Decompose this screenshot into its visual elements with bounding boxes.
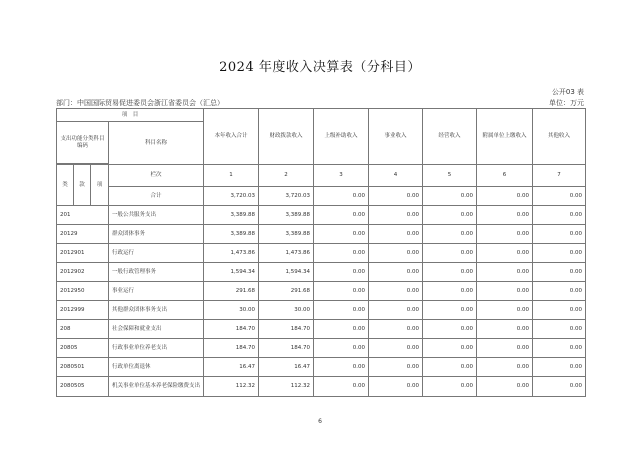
row-value: 0.00 [314, 377, 369, 397]
row-value: 0.00 [533, 377, 586, 397]
row-value: 0.00 [369, 263, 423, 282]
table-row [57, 301, 586, 320]
row-code: 2012901 [57, 244, 109, 263]
total-value: 0.00 [369, 187, 423, 206]
col-header: 财政拨款收入 [259, 109, 314, 165]
col-header: 本年收入合计 [204, 109, 259, 165]
row-value: 1,594.34 [204, 263, 259, 282]
row-name: 其他群众团体事务支出 [109, 301, 204, 320]
row-name: 行政单位离退休 [109, 358, 204, 377]
header-row-1 [57, 109, 586, 122]
row-value: 0.00 [314, 358, 369, 377]
row-value: 3,389.88 [204, 206, 259, 225]
item-header: 项 目 [57, 109, 204, 122]
col-number: 6 [477, 165, 533, 187]
row-name: 群众团体事务 [109, 225, 204, 244]
row-code: 201 [57, 206, 109, 225]
row-value: 184.70 [259, 320, 314, 339]
page-number: 6 [318, 418, 322, 425]
row-value: 0.00 [533, 263, 586, 282]
row-value: 0.00 [314, 282, 369, 301]
row-value: 0.00 [314, 206, 369, 225]
row-value: 0.00 [477, 206, 533, 225]
row-value: 0.00 [314, 301, 369, 320]
func-code-header: 支出功能分类科目编码 [57, 122, 109, 164]
row-name: 一般公共服务支出 [109, 206, 204, 225]
total-value: 0.00 [314, 187, 369, 206]
row-value: 0.00 [423, 358, 477, 377]
col-header: 事业收入 [369, 109, 423, 165]
row-value: 0.00 [477, 320, 533, 339]
col-number: 5 [423, 165, 477, 187]
row-name: 事业运行 [109, 282, 204, 301]
row-value: 0.00 [533, 282, 586, 301]
total-label: 合计 [109, 187, 204, 206]
unit-label: 单位：万元 [549, 99, 584, 107]
row-value: 0.00 [369, 377, 423, 397]
table-row [57, 263, 586, 282]
row-value: 0.00 [314, 225, 369, 244]
row-value: 0.00 [477, 301, 533, 320]
row-value: 0.00 [477, 225, 533, 244]
row-value: 0.00 [423, 206, 477, 225]
row-value: 16.47 [259, 358, 314, 377]
row-code: 2012902 [57, 263, 109, 282]
table-row [57, 358, 586, 377]
row-value: 0.00 [533, 320, 586, 339]
row-value: 0.00 [477, 263, 533, 282]
row-value: 0.00 [314, 320, 369, 339]
row-value: 0.00 [423, 244, 477, 263]
row-value: 0.00 [369, 225, 423, 244]
row-value: 0.00 [369, 282, 423, 301]
row-code: 2012999 [57, 301, 109, 320]
subject-name-header: 科目名称 [109, 122, 204, 165]
col-header: 经营收入 [423, 109, 477, 165]
row-value: 184.70 [204, 339, 259, 358]
row-value: 3,389.88 [259, 225, 314, 244]
total-value: 0.00 [477, 187, 533, 206]
row-value: 0.00 [314, 263, 369, 282]
row-value: 0.00 [533, 244, 586, 263]
col-header: 附属单位上缴收入 [477, 109, 533, 165]
revenue-table [56, 108, 586, 397]
row-value: 0.00 [533, 206, 586, 225]
row-value: 291.68 [259, 282, 314, 301]
row-name: 一般行政管理事务 [109, 263, 204, 282]
lanci-label: 栏次 [109, 165, 204, 187]
row-value: 0.00 [533, 301, 586, 320]
row-code: 208 [57, 320, 109, 339]
row-value: 112.32 [204, 377, 259, 397]
row-value: 112.32 [259, 377, 314, 397]
row-value: 16.47 [204, 358, 259, 377]
row-value: 1,473.86 [204, 244, 259, 263]
row-value: 0.00 [314, 244, 369, 263]
row-value: 30.00 [259, 301, 314, 320]
row-code: 20129 [57, 225, 109, 244]
kuan-header: 款 [74, 165, 91, 206]
row-value: 0.00 [369, 301, 423, 320]
total-row [57, 187, 586, 206]
row-code: 2080501 [57, 358, 109, 377]
page-title: 2024 年度收入决算表（分科目） [219, 60, 421, 75]
lei-header: 类 [57, 165, 74, 206]
col-number: 1 [204, 165, 259, 187]
total-value: 0.00 [423, 187, 477, 206]
row-name: 行政运行 [109, 244, 204, 263]
row-value: 0.00 [369, 244, 423, 263]
total-value: 3,720.03 [204, 187, 259, 206]
table-row [57, 339, 586, 358]
row-value: 184.70 [259, 339, 314, 358]
row-value: 0.00 [369, 206, 423, 225]
col-header: 其他收入 [533, 109, 586, 165]
row-value: 291.68 [204, 282, 259, 301]
row-value: 0.00 [477, 358, 533, 377]
table-row [57, 206, 586, 225]
total-value: 0.00 [533, 187, 586, 206]
row-value: 0.00 [423, 301, 477, 320]
row-value: 0.00 [533, 358, 586, 377]
col-number: 3 [314, 165, 369, 187]
row-value: 3,389.88 [259, 206, 314, 225]
row-value: 0.00 [477, 282, 533, 301]
row-code: 20805 [57, 339, 109, 358]
table-row [57, 377, 586, 397]
row-name: 社会保障和就业支出 [109, 320, 204, 339]
row-value: 0.00 [477, 244, 533, 263]
col-number: 7 [533, 165, 586, 187]
col-header: 上级补助收入 [314, 109, 369, 165]
row-code: 2080505 [57, 377, 109, 397]
col-number: 4 [369, 165, 423, 187]
row-value: 0.00 [533, 225, 586, 244]
row-value: 0.00 [423, 339, 477, 358]
row-value: 0.00 [369, 339, 423, 358]
table-row [57, 225, 586, 244]
row-value: 0.00 [533, 339, 586, 358]
row-value: 30.00 [204, 301, 259, 320]
table-row [57, 244, 586, 263]
row-value: 0.00 [369, 358, 423, 377]
col-number: 2 [259, 165, 314, 187]
row-value: 1,594.34 [259, 263, 314, 282]
xiang-header: 项 [91, 165, 109, 206]
row-code: 2012950 [57, 282, 109, 301]
row-value: 0.00 [477, 339, 533, 358]
row-value: 184.70 [204, 320, 259, 339]
department-label: 部门：中国国际贸易促进委员会浙江省委员会（汇总） [56, 99, 224, 107]
form-number: 公开03 表 [551, 88, 584, 96]
row-value: 0.00 [477, 377, 533, 397]
row-value: 0.00 [369, 320, 423, 339]
row-name: 行政事业单位养老支出 [109, 339, 204, 358]
row-value: 1,473.86 [259, 244, 314, 263]
row-value: 0.00 [314, 339, 369, 358]
row-value: 0.00 [423, 263, 477, 282]
row-value: 3,389.88 [204, 225, 259, 244]
row-value: 0.00 [423, 377, 477, 397]
row-name: 机关事业单位基本养老保险缴费支出 [109, 377, 204, 397]
row-value: 0.00 [423, 225, 477, 244]
table-row [57, 320, 586, 339]
table-row [57, 282, 586, 301]
row-value: 0.00 [423, 282, 477, 301]
row-value: 0.00 [423, 320, 477, 339]
total-value: 3,720.03 [259, 187, 314, 206]
header-row-3 [57, 165, 586, 187]
